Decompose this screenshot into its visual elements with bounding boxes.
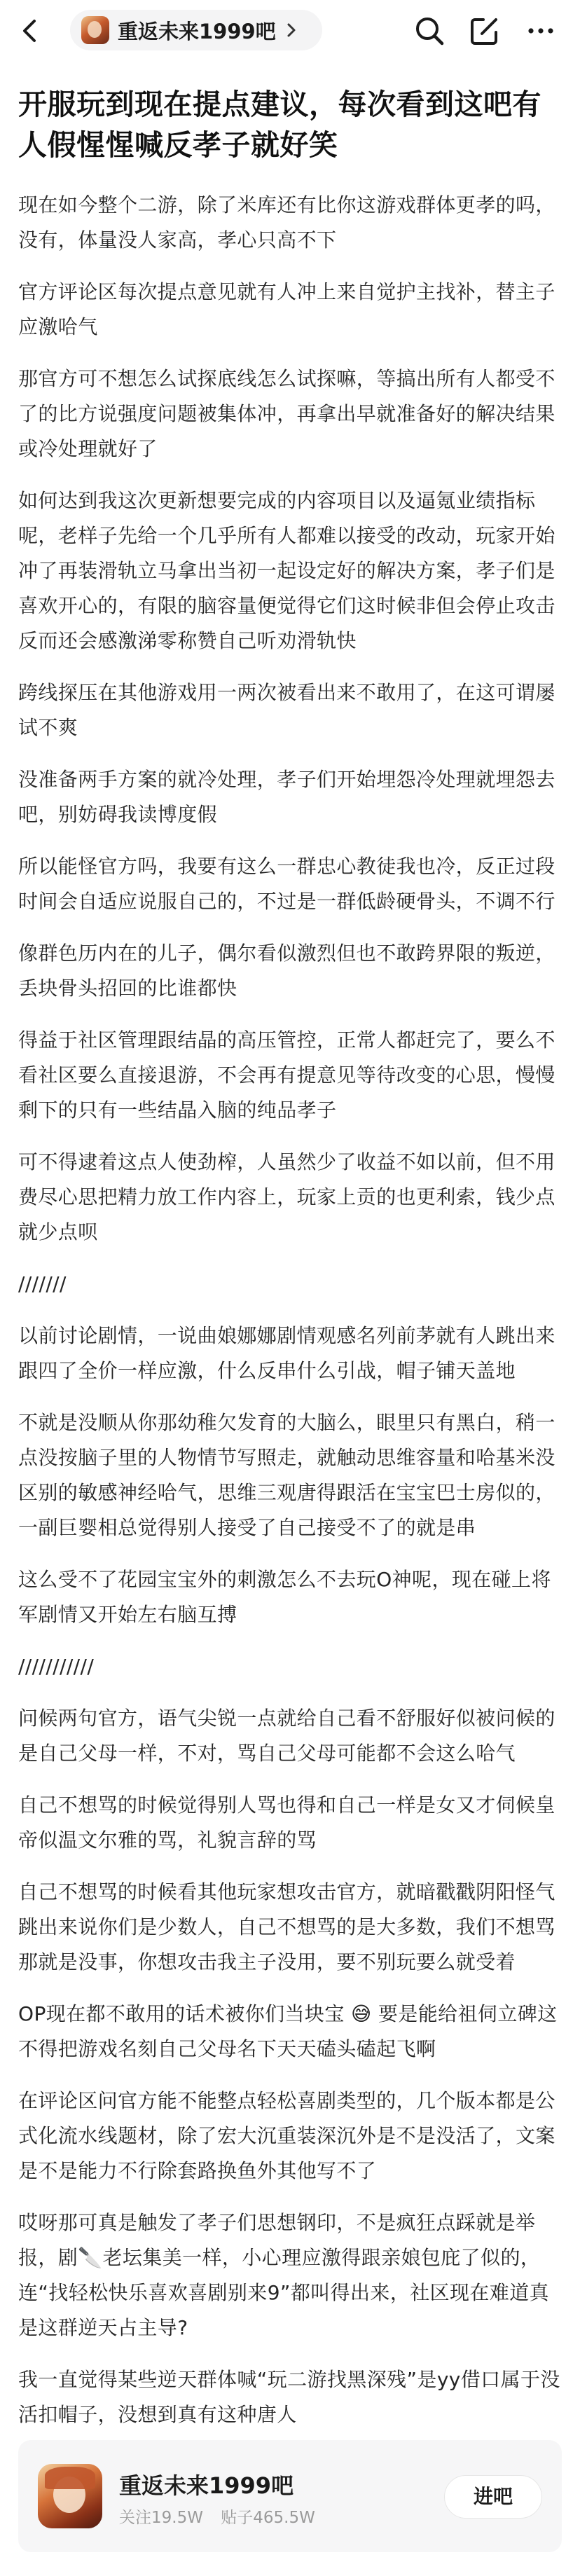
post-paragraph: 问候两句官方，语气尖锐一点就给自己看不舒服好似被问候的是自己父母一样，不对，骂自己父母可能都不会这么哈气 [18, 1707, 555, 1765]
forum-card[interactable] [18, 2440, 562, 2552]
forum-name: 重返未来1999吧 [118, 19, 276, 43]
forum-card-name: 重返未来1999吧 [119, 2472, 294, 2499]
post-paragraph: 得益于社区管理跟结晶的高压管控，正常人都赶完了，要么不看社区要么直接退游，不会再有提意见等待改变的心思，慢慢剩下的只有一些结晶入脑的纯品孝子 [18, 1028, 555, 1122]
chevron-right-icon [283, 22, 300, 39]
post-paragraph: 官方评论区每次提点意见就有人冲上来自觉护主找补，替主子应激哈气 [18, 280, 555, 338]
post-paragraph: 自己不想骂的时候觉得别人骂也得和自己一样是女又才伺候皇帝似温文尔雅的骂，礼貌言辞的骂 [18, 1793, 555, 1852]
post-paragraph: 跨线探压在其他游戏用一两次被看出来不敢用了，在这可谓屡试不爽 [18, 681, 555, 739]
forum-pill[interactable] [70, 10, 322, 50]
post-paragraph: 像群色历内在的儿子，偶尔看似激烈但也不敢跨界限的叛逆，丢块骨头招回的比谁都快 [18, 942, 555, 1000]
post-paragraph: 没准备两手方案的就冷处理，孝子们开始埋怨冷处理就埋怨去吧，别妨碍我读博度假 [18, 768, 555, 826]
posts-count: 贴子465.5W [221, 2509, 315, 2527]
top-bar [0, 0, 580, 62]
post-paragraph: 哎呀那可真是触发了孝子们思想钢印，不是疯狂点踩就是举报，剧🔪老坛集美一样，小心理应激得跟亲娘包庇了似的，连“找轻松快乐喜欢喜剧别来9”都叫得出来，社区现在难道真是这群逆天占主导? [18, 2211, 550, 2339]
post-paragraph: 那官方可不想怎么试探底线怎么试探嘛，等搞出所有人都受不了的比方说强度问题被集体冲，再拿出早就准备好的解决结果或冷处理就好了 [18, 367, 555, 460]
post-body [18, 188, 562, 2449]
edit-icon[interactable] [468, 14, 502, 48]
post-paragraph: 自己不想骂的时候看其他玩家想攻击官方，就暗戳戳阴阳怪气跳出来说你们是少数人，自己不想骂的是大多数，我们不想骂那就是没事，你想攻击我主子没用，要不别玩要么就受着 [18, 1880, 555, 1974]
search-icon[interactable] [413, 14, 446, 48]
post-paragraph: 这么受不了花园宝宝外的刺激怎么不去玩O神呢，现在碰上将军剧情又开始左右脑互搏 [18, 1568, 551, 1626]
post-paragraph: 现在如今整个二游，除了米库还有比你这游戏群体更孝的吗，没有，体量没人家高，孝心只高不下 [18, 193, 555, 252]
forum-avatar [81, 16, 109, 44]
post-paragraph: 可不得逮着这点人使劲榨，人虽然少了收益不如以前，但不用费尽心思把精力放工作内容上，玩家上贡的也更利索，钱少点就少点呗 [18, 1150, 555, 1244]
post-paragraph: 如何达到我这次更新想要完成的内容项目以及逼氪业绩指标呢，老样子先给一个几乎所有人都难以接受的改动，玩家开始冲了再装滑轨立马拿出当初一起设定好的解决方案，孝子们是喜欢开心的，有限的脑容量便觉得它们这时候非但会停止攻击反而还会感激涕零称赞自己听劝滑轨快 [18, 489, 555, 652]
post-title: 开服玩到现在提点建议，每次看到这吧有人假惺惺喊反孝子就好笑 [18, 88, 541, 162]
forum-card-avatar [38, 2464, 102, 2528]
post-paragraph: 在评论区问官方能不能整点轻松喜剧类型的，几个版本都是公式化流水线题材，除了宏大沉重装深沉外是不是没活了，文案是不是能力不行除套路换鱼外其他写不了 [18, 2089, 555, 2182]
post-paragraph: OP现在都不敢用的话术被你们当块宝 😅 要是能给祖伺立碑这不得把游戏名刻自己父母名下天天磕头磕起飞啊 [18, 2002, 558, 2060]
post-paragraph: 以前讨论剧情，一说曲娘娜娜剧情观感名列前茅就有人跳出来跟四了全价一样应激，什么反串什么引战，帽子铺天盖地 [18, 1324, 555, 1382]
forum-card-stats [119, 2505, 328, 2528]
post-paragraph: 我一直觉得某些逆天群体喊“玩二游找黑深残”是yy借口属于没活扣帽子，没想到真有这种唐人 [18, 2368, 560, 2426]
enter-forum-button[interactable]: 进吧 [444, 2475, 542, 2519]
post-paragraph: 所以能怪官方吗，我要有这么一群忠心教徒我也冷，反正过段时间会自适应说服自己的，不过是一群低龄硬骨头，不调不行 [18, 855, 555, 913]
section-divider: /////////// [18, 1655, 95, 1678]
followers-count: 关注19.5W [119, 2509, 203, 2527]
more-icon[interactable] [524, 14, 558, 48]
section-divider: /////// [18, 1272, 67, 1295]
post-paragraph: 不就是没顺从你那幼稚欠发育的大脑么，眼里只有黑白，稍一点没按脑子里的人物情节写照走，就触动思维容量和哈基米没区别的敏感神经哈气，思维三观唐得跟活在宝宝巴士房似的，一副巨婴相总觉得别人接受了自己接受不了的就是串 [18, 1411, 555, 1539]
back-arrow-icon[interactable] [15, 15, 46, 46]
